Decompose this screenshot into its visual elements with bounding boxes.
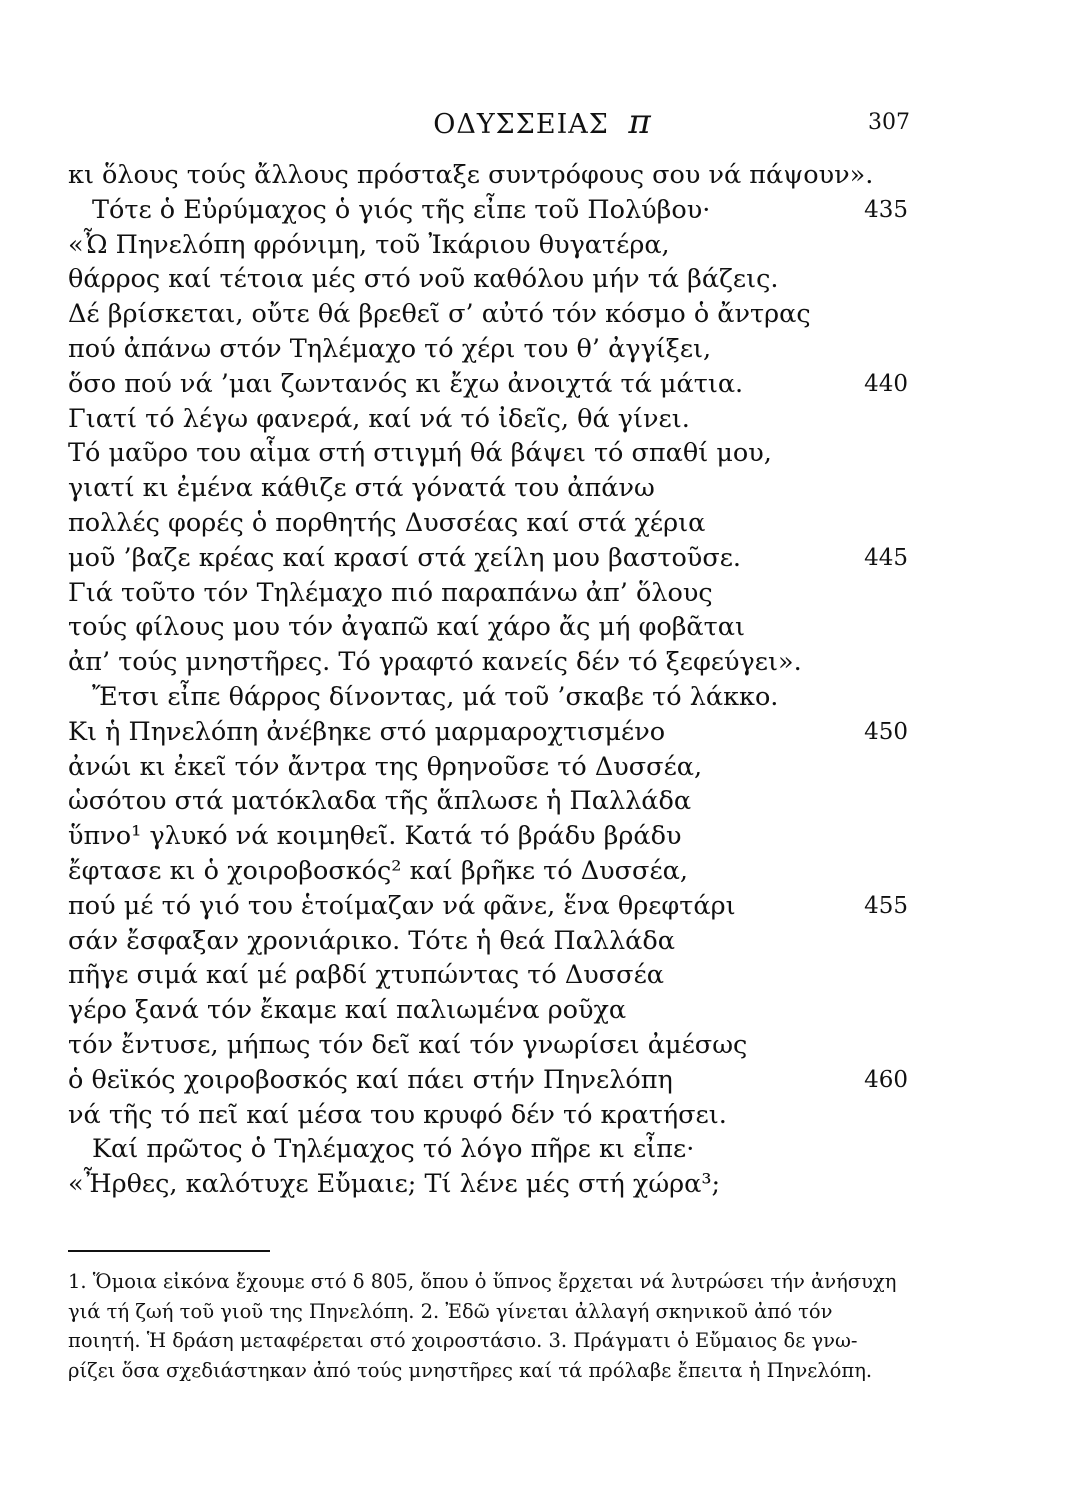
line-number: 460	[864, 1066, 908, 1093]
verse-line	[68, 436, 908, 471]
verse-line-text: «Ἦρθες, καλότυχε Εὔμαιε; Τί λένε μές στή χώρα³;	[68, 1169, 721, 1200]
verse-line	[68, 958, 908, 993]
line-number: 455	[864, 892, 908, 919]
verse-line	[68, 367, 908, 402]
verse-line	[68, 784, 908, 819]
verse-line-text: τούς φίλους μου τόν ἀγαπῶ καί χάρο ἄς μή φοβᾶται	[68, 612, 745, 643]
verse-line	[68, 262, 908, 297]
verse-line	[68, 610, 908, 645]
verse-line-text: «Ὦ Πηνελόπη φρόνιμη, τοῦ Ἰκάριου θυγατέρα,	[68, 229, 670, 260]
verse-line-text: ἀνώι κι ἐκεῖ τόν ἄντρα της θρηνοῦσε τό Δυσσέα,	[68, 751, 703, 782]
verse-line	[68, 193, 908, 228]
verse-line-text: πῆγε σιμά καί μέ ραβδί χτυπώντας τό Δυσσέα	[68, 960, 665, 991]
footnotes	[68, 1267, 908, 1385]
verse-line	[68, 1063, 908, 1098]
verse-line-text: Καί πρῶτος ὁ Τηλέμαχος τό λόγο πῆρε κι εἶπε·	[92, 1134, 695, 1165]
verse-line-text: σάν ἔσφαξαν χρονιάρικο. Τότε ἡ θεά Παλλάδα	[68, 925, 675, 956]
verse-line-text: ὅσο πού νά ’μαι ζωντανός κι ἔχω ἀνοιχτά τά μάτια.	[68, 368, 744, 399]
verse-line-text: ἔφτασε κι ὁ χοιροβοσκός² καί βρῆκε τό Δυσσέα,	[68, 855, 688, 886]
verse-line-text: ὡσότου στά ματόκλαδα τῆς ἅπλωσε ἡ Παλλάδα	[68, 786, 692, 817]
verse-line	[68, 924, 908, 959]
book-letter: π	[628, 102, 652, 142]
verse-line-text: κι ὅλους τούς ἄλλους πρόσταξε συντρόφους σου νά πάψουν».	[68, 160, 874, 190]
verse-line	[68, 1132, 908, 1167]
book-title: ΟΔΥΣΣΕΙΑΣ	[433, 109, 609, 140]
line-number: 440	[864, 370, 908, 397]
line-number: 435	[864, 196, 908, 223]
verse-line-text: τόν ἔντυσε, μήπως τόν δεῖ καί τόν γνωρίσει ἀμέσως	[68, 1029, 748, 1060]
verse-line	[68, 854, 908, 889]
verse-line	[68, 993, 908, 1028]
verse-line	[68, 1028, 908, 1063]
verse-line-text: Τότε ὁ Εὐρύμαχος ὁ γιός τῆς εἶπε τοῦ Πολύβου·	[92, 194, 711, 225]
verse-line	[68, 158, 908, 193]
verse-line	[68, 332, 908, 367]
verse-line	[68, 506, 908, 541]
verse-line-text: ὕπνο¹ γλυκό νά κοιμηθεῖ. Κατά τό βράδυ βράδυ	[68, 821, 682, 852]
verse-line-text: πού μέ τό γιό του ἑτοίμαζαν νά φᾶνε, ἕνα θρεφτάρι	[68, 890, 736, 921]
page-number: 307	[868, 110, 910, 135]
verse-line	[68, 541, 908, 576]
footnote-line: ποιητή. Ἡ δράση μεταφέρεται στό χοιροστάσιο. 3. Πράγματι ὁ Εὔμαιος δε γνω-	[68, 1329, 858, 1352]
verse-line	[68, 1098, 908, 1133]
footnote-line: ρίζει ὅσα σχεδιάστηκαν ἀπό τούς μνηστῆρες καί τά πρόλαβε ἔπειτα ἡ Πηνελόπη.	[68, 1358, 873, 1382]
line-number: 445	[864, 544, 908, 571]
verse-line	[68, 576, 908, 611]
verse-line	[68, 680, 908, 715]
verse-line-text: Κι ἡ Πηνελόπη ἀνέβηκε στό μαρμαροχτισμένο	[68, 716, 666, 747]
verse-line	[68, 715, 908, 750]
running-title	[0, 102, 1085, 142]
verse-line	[68, 297, 908, 332]
verse-line	[68, 819, 908, 854]
verse-line-text: γέρο ξανά τόν ἔκαμε καί παλιωμένα ροῦχα	[68, 995, 627, 1026]
verse-line-text: ἀπ’ τούς μνηστῆρες. Τό γραφτό κανείς δέν τό ξεφεύγει».	[68, 647, 802, 678]
verse-line-text: Δέ βρίσκεται, οὔτε θά βρεθεῖ σ’ αὐτό τόν κόσμο ὁ ἄντρας	[68, 299, 811, 330]
verse-line	[68, 889, 908, 924]
verse-line-text: μοῦ ’βαζε κρέας καί κρασί στά χείλη μου βαστοῦσε.	[68, 542, 742, 573]
verse-line	[68, 471, 908, 506]
verse-line-text: πολλές φορές ὁ πορθητής Δυσσέας καί στά χέρια	[68, 507, 706, 538]
line-number: 450	[864, 718, 908, 745]
verse-line-text: Γιά τοῦτο τόν Τηλέμαχο πιό παραπάνω ἀπ’ ὅλους	[68, 577, 713, 608]
verse-line	[68, 228, 908, 263]
verse-line	[68, 402, 908, 437]
verse-line-text: νά τῆς τό πεῖ καί μέσα του κρυφό δέν τό κρατήσει.	[68, 1099, 727, 1130]
verse-line-text: ὁ θεϊκός χοιροβοσκός καί πάει στήν Πηνελόπη	[68, 1064, 673, 1095]
verse-line-text: θάρρος καί τέτοια μές στό νοῦ καθόλου μήν τά βάζεις.	[68, 264, 779, 295]
verse-line-text: πού ἀπάνω στόν Τηλέμαχο τό χέρι του θ’ ἀγγίξει,	[68, 333, 712, 364]
verse-line-text: Γιατί τό λέγω φανερά, καί νά τό ἰδεῖς, θά γίνει.	[68, 403, 690, 434]
verse-line-text: Τό μαῦρο του αἷμα στή στιγμή θά βάψει τό σπαθί μου,	[68, 438, 772, 469]
footnote-divider	[68, 1250, 270, 1252]
footnote-line: γιά τή ζωή τοῦ γιοῦ της Πηνελόπη. 2. Ἐδῶ γίνεται ἀλλαγή σκηνικοῦ ἀπό τόν	[68, 1299, 833, 1323]
verse-line	[68, 1167, 908, 1202]
verse-line	[68, 750, 908, 785]
footnote-line: 1. Ὅμοια εἰκόνα ἔχουμε στό δ 805, ὅπου ὁ ὕπνος ἔρχεται νά λυτρώσει τήν ἀνήσυχη	[68, 1270, 897, 1293]
verse-text	[68, 158, 908, 1202]
verse-line-text: Ἔτσι εἶπε θάρρος δίνοντας, μά τοῦ ’σκαβε τό λάκκο.	[92, 681, 779, 712]
verse-line-text: γιατί κι ἐμένα κάθιζε στά γόνατά του ἀπάνω	[68, 473, 655, 504]
verse-line	[68, 645, 908, 680]
